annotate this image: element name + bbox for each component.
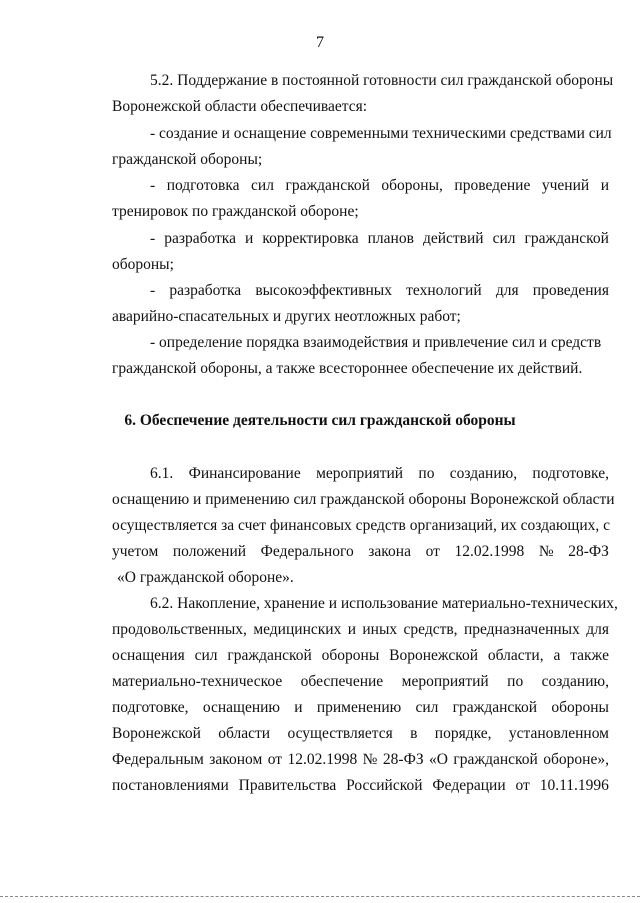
word: высокоэффективных — [255, 282, 392, 299]
word: оснащению — [202, 699, 280, 716]
word: постановлениями — [112, 777, 229, 794]
word: и — [600, 177, 609, 194]
paragraph-6-2-line-1: 6.2. Накопление, хранение и использование материально-технических, — [150, 595, 618, 612]
word: созданию, — [449, 465, 518, 482]
word: разработка — [164, 230, 236, 247]
word: сил — [251, 177, 274, 194]
paragraph-6-2-line-6 — [112, 725, 609, 743]
word: оснащения — [112, 647, 185, 664]
bullet-5-line-1: - определение порядка взаимодействия и привлечение сил и средств — [150, 334, 602, 351]
paragraph-6-2-line-3 — [112, 647, 609, 665]
word: обороне», — [543, 751, 609, 768]
bullet-1-line-1: - создание и оснащение современными техническими средствами сил — [150, 125, 612, 142]
word: мероприятий — [401, 673, 489, 690]
paragraph-6-2-line-4 — [112, 673, 609, 691]
bullet-5-line-2: гражданской обороны, а также всестороннее обеспечение их действий. — [112, 360, 583, 377]
word: в — [410, 725, 418, 742]
word: предназначенных — [463, 621, 580, 638]
bullet-4-line-2: аварийно-спасательных и других неотложных работ; — [112, 308, 461, 325]
word: учений — [541, 177, 590, 194]
word: Финансирование — [188, 465, 301, 482]
word: 6.1. — [150, 465, 174, 482]
word: технологий — [406, 282, 482, 299]
word: подготовка — [166, 177, 240, 194]
section-6-heading: 6. Обеспечение деятельности сил гражданской обороны — [124, 412, 516, 429]
word: области — [218, 725, 271, 742]
word: положений — [172, 543, 247, 560]
word: иных — [362, 621, 398, 638]
word: закона — [368, 543, 411, 560]
word: 12.02.1998 — [287, 751, 358, 768]
word: гражданской — [452, 699, 538, 716]
word: № — [538, 543, 554, 560]
word: подготовке, — [532, 465, 609, 482]
word: гражданской — [524, 230, 609, 247]
word: средств, — [403, 621, 458, 638]
word: Федерации — [432, 777, 506, 794]
paragraph-6-2-line-7 — [112, 751, 609, 769]
bullet-4-line-1 — [150, 282, 609, 300]
bullet-1-line-2: гражданской обороны; — [112, 151, 263, 168]
word: гражданской — [453, 751, 538, 768]
word: гражданской — [227, 647, 312, 664]
word: и — [347, 621, 356, 638]
word: от — [425, 543, 440, 560]
bottom-page-edge — [0, 896, 640, 897]
page-number: 7 — [316, 34, 324, 51]
paragraph-6-1-line-5: «О гражданской обороне». — [117, 569, 294, 586]
word: планов — [367, 230, 414, 247]
paragraph-6-1-line-2: оснащению и применению сил гражданской обороны Воронежской области — [112, 491, 615, 508]
word: сил — [194, 647, 218, 664]
word: «О — [429, 751, 448, 768]
paragraph-6-2-line-8 — [112, 777, 609, 795]
paragraph-6-2-line-5 — [112, 699, 609, 717]
word: Федерального — [260, 543, 354, 560]
word: от — [267, 751, 283, 768]
paragraph-5-2-line-2: Воронежской области обеспечивается: — [112, 98, 368, 115]
word: № — [362, 751, 378, 768]
word: Воронежской — [112, 725, 201, 742]
word: учетом — [112, 543, 159, 560]
word: для — [495, 282, 519, 299]
paragraph-5-2-line-1: 5.2. Поддержание в постоянной готовности сил гражданской обороны — [150, 72, 614, 89]
word: от — [515, 777, 530, 794]
word: по — [418, 465, 435, 482]
word: мероприятий — [316, 465, 404, 482]
word: гражданской — [285, 177, 370, 194]
paragraph-6-1-line-4 — [112, 543, 609, 561]
word: а — [553, 647, 561, 664]
bullet-2-line-2: тренировок по гражданской обороне; — [112, 203, 359, 220]
paragraph-6-2-line-2 — [112, 621, 609, 639]
word: - — [150, 282, 156, 299]
word: для — [586, 621, 609, 638]
bullet-2-line-1 — [150, 177, 609, 195]
word: - — [150, 230, 156, 247]
word: и — [245, 230, 254, 247]
word: 10.11.1996 — [539, 777, 609, 794]
word: законом — [209, 751, 263, 768]
word: осуществляется — [287, 725, 393, 742]
word: обеспечение — [300, 673, 384, 690]
word: медицинских — [253, 621, 342, 638]
word: сил — [415, 699, 439, 716]
bullet-3-line-2: обороны; — [112, 256, 174, 273]
word: подготовке, — [112, 699, 189, 716]
bullet-3-line-1 — [150, 230, 609, 248]
word: Воронежской — [389, 647, 479, 664]
word: обороны, — [381, 177, 443, 194]
word: 28-ФЗ — [568, 543, 609, 560]
word: 12.02.1998 — [454, 543, 525, 560]
word: порядке, — [434, 725, 492, 742]
word: Федеральным — [112, 751, 204, 768]
word: материально-техническое — [112, 673, 283, 690]
word: проведения — [532, 282, 609, 299]
paragraph-6-1-line-3: осуществляется за счет финансовых средств организаций, их создающих, с — [112, 517, 611, 534]
word: обороны — [321, 647, 380, 664]
word: действий — [422, 230, 484, 247]
word: обороны — [551, 699, 609, 716]
word: по — [507, 673, 524, 690]
word: и — [294, 699, 303, 716]
word: области, — [487, 647, 544, 664]
word: также — [570, 647, 609, 664]
word: 28-ФЗ — [382, 751, 424, 768]
word: сил — [492, 230, 516, 247]
word: Правительства — [238, 777, 337, 794]
word: корректировка — [262, 230, 359, 247]
word: применению — [316, 699, 402, 716]
word: созданию, — [541, 673, 609, 690]
word: - — [150, 177, 156, 194]
word: Российской — [346, 777, 423, 794]
paragraph-6-1-line-1 — [150, 465, 609, 483]
word: продовольственных, — [112, 621, 247, 638]
word: установленном — [508, 725, 609, 742]
word: разработка — [169, 282, 242, 299]
word: проведение — [454, 177, 531, 194]
